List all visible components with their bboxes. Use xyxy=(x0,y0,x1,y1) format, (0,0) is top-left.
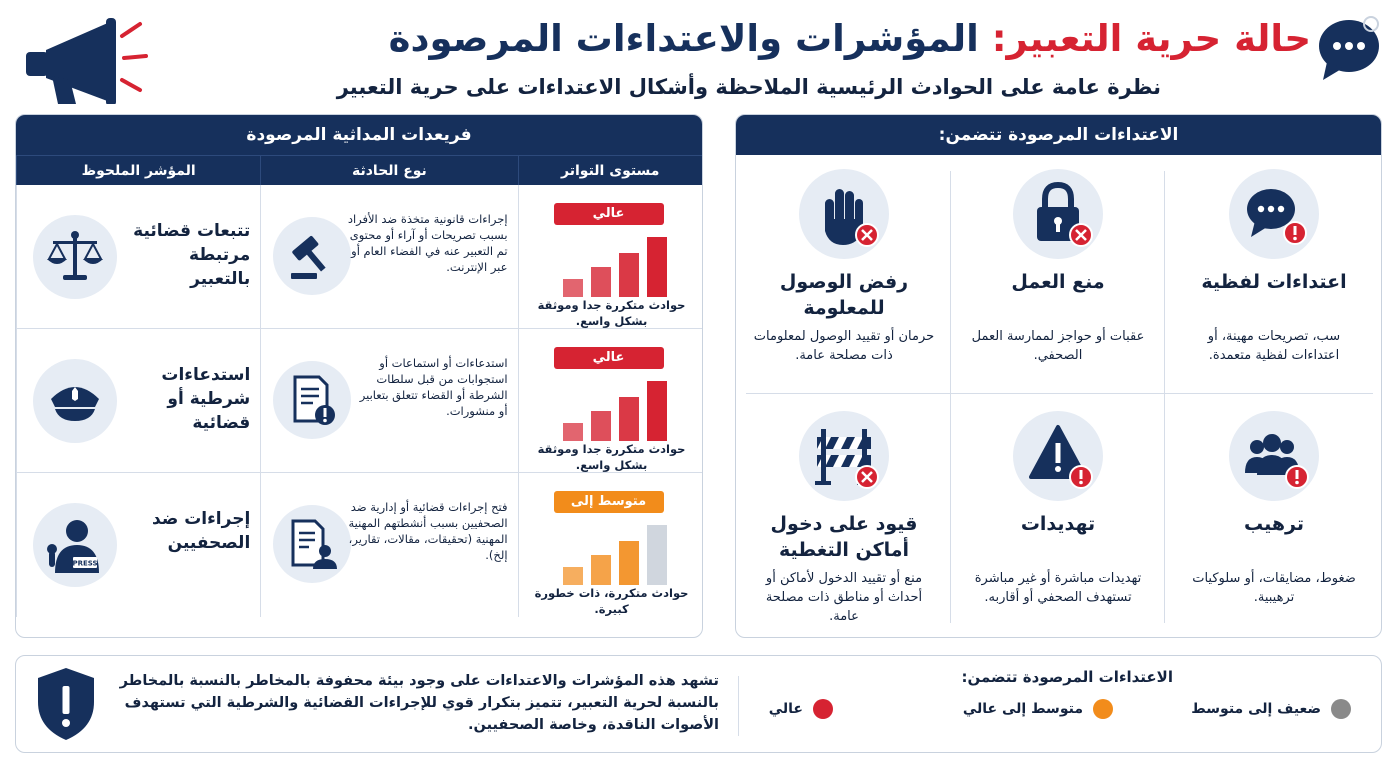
violation-title: رفض الوصول للمعلومة xyxy=(779,271,909,319)
frequency-bar xyxy=(647,237,667,297)
violation-description: منع أو تقييد الدخول لأماكن أو أحداث أو مناطق ذات مصلحة عامة. xyxy=(765,571,923,624)
observed-violations-panel xyxy=(735,114,1382,638)
frequency-bar xyxy=(619,397,639,441)
legend-item-high xyxy=(769,694,833,724)
indicator-label: إجراءات ضد الصحفيين xyxy=(152,509,251,553)
table-row xyxy=(16,185,702,329)
frequency-bar xyxy=(619,253,639,297)
stop-hand-icon xyxy=(799,169,889,259)
legend-dot xyxy=(1331,699,1351,719)
column-header-frequency: مستوى التواتر xyxy=(518,156,702,185)
violation-description: ضغوط، مضايقات، أو سلوكيات ترهيبية. xyxy=(1192,571,1356,605)
table-row xyxy=(16,329,702,473)
frequency-description: حوادث متكررة جدا وموثقة بشكل واسع. xyxy=(537,298,686,328)
page-title xyxy=(311,14,1311,64)
violation-description: سب، تصريحات مهينة، أو اعتداءات لفظية متعمدة. xyxy=(1207,329,1341,363)
scales-icon xyxy=(45,227,105,287)
journalist-icon xyxy=(45,515,105,575)
legend-dot xyxy=(813,699,833,719)
frequency-bar xyxy=(647,381,667,441)
legend-title: الاعتداءات المرصودة تتضمن: xyxy=(961,668,1173,686)
incident-type-cell xyxy=(260,473,517,617)
frequency-bars xyxy=(561,523,671,585)
frequency-description: حوادث متكررة، ذات خطورة كبيرة. xyxy=(534,586,689,616)
violation-title: ترهيب xyxy=(1244,513,1304,535)
incident-type-cell xyxy=(260,185,517,328)
violation-title: منع العمل xyxy=(1011,271,1105,293)
legend-label: متوسط إلى عالي xyxy=(962,701,1083,717)
violation-title: تهديدات xyxy=(1020,513,1096,535)
observed-incidents-panel xyxy=(15,114,703,638)
frequency-cell xyxy=(518,473,702,617)
document-alert-icon xyxy=(285,373,339,427)
column-header-indicator: المؤشر الملحوظ xyxy=(16,156,260,185)
frequency-bar xyxy=(563,423,583,441)
incident-type-text: إجراءات قانونية متخذة ضد الأفراد بسبب تصريحات أو آراء أو محتوى تم التعبير عنه في الفضاء العام أو عبر الإنترنت. xyxy=(347,212,508,274)
summary-text: تشهد هذه المؤشرات والاعتداءات على وجود بيئة محفوفة بالمخاطر بالنسبة بالمخاطر بالنسبة لحرية التعبير، تتميز بتكرار قوي للإجراءات القضائية والشرطية التي تستهدف الأصوات الناقدة، وخاصة الصحفيين. xyxy=(119,673,719,733)
svg-text:PRESS: PRESS xyxy=(72,559,98,568)
violation-card-work-ban xyxy=(958,155,1158,385)
chat-bubble-icon xyxy=(1313,14,1383,84)
incident-type-text: فتح إجراءات قضائية أو إدارية ضد الصحفيين بسبب أنشطتهم المهنية المهنية (تحقيقات، مقالات، تقارير، إلخ). xyxy=(348,500,508,562)
indicator-label: استدعاءات شرطية أو قضائية xyxy=(161,365,251,433)
violation-card-threats xyxy=(958,397,1158,627)
megaphone-icon xyxy=(18,14,148,104)
warning-icon xyxy=(1013,411,1103,501)
violation-description: حرمان أو تقييد الوصول لمعلومات ذات مصلحة عامة. xyxy=(753,329,935,363)
violations-grid xyxy=(736,155,1382,638)
legend-item-medium xyxy=(963,694,1113,724)
shield-alert-icon xyxy=(36,666,96,742)
frequency-bar xyxy=(647,525,667,585)
indicator-label: تتبعات قضائية مرتبطة بالتعبير xyxy=(133,221,251,289)
table-row xyxy=(16,473,702,617)
violation-card-info-access xyxy=(744,155,944,385)
gavel-icon xyxy=(285,229,339,283)
frequency-badge: عالي xyxy=(554,347,664,369)
frequency-bars xyxy=(561,235,671,297)
frequency-bar xyxy=(563,279,583,297)
police-cap-icon xyxy=(45,371,105,431)
title-main: المؤشرات والاعتداءات المرصودة xyxy=(388,17,979,60)
frequency-bar xyxy=(619,541,639,585)
frequency-cell xyxy=(518,329,702,472)
page-subtitle: نظرة عامة على الحوادث الرئيسية الملاحظة وأشكال الاعتداءات على حرية التعبير xyxy=(336,75,1161,99)
violation-card-verbal xyxy=(1174,155,1374,385)
frequency-description: حوادث متكررة جدا وموثقة بشكل واسع. xyxy=(537,442,686,472)
frequency-bar xyxy=(563,567,583,585)
column-header-type: نوع الحادثة xyxy=(260,156,517,185)
frequency-cell xyxy=(518,185,702,328)
violation-title: اعتداءات لفظية xyxy=(1201,271,1347,293)
violation-card-intimidation xyxy=(1174,397,1374,627)
barrier-icon xyxy=(799,411,889,501)
padlock-icon xyxy=(1013,169,1103,259)
legend-label: ضعيف إلى متوسط xyxy=(1191,701,1321,717)
violation-card-access-restriction xyxy=(744,397,944,627)
indicator-cell xyxy=(16,185,260,328)
document-person-icon xyxy=(285,517,339,571)
frequency-badge: متوسط إلى عالي xyxy=(554,491,664,513)
violation-title: قيود على دخول أماكن التغطية xyxy=(770,513,918,561)
indicator-cell xyxy=(16,473,260,617)
frequency-badge: عالي xyxy=(554,203,664,225)
violation-description: عقبات أو حواجز لممارسة العمل الصحفي. xyxy=(971,329,1145,363)
indicator-cell xyxy=(16,329,260,472)
title-highlight: حالة حرية التعبير: xyxy=(991,17,1311,60)
frequency-bar xyxy=(591,555,611,585)
incident-type-cell xyxy=(260,329,517,472)
legend-item-low xyxy=(1191,694,1351,724)
violations-panel-title: الاعتداءات المرصودة تتضمن: xyxy=(736,115,1381,155)
legend-dot xyxy=(1093,699,1113,719)
frequency-bar xyxy=(591,411,611,441)
table-header xyxy=(16,155,702,185)
group-alert-icon xyxy=(1229,411,1319,501)
incidents-panel-title: فريعدات المداثية المرصودة xyxy=(16,115,702,155)
frequency-bars xyxy=(561,379,671,441)
speech-alert-icon xyxy=(1229,169,1319,259)
violation-description: تهديدات مباشرة أو غير مباشرة تستهدف الصحفي أو أقاربه. xyxy=(974,571,1142,605)
legend-label: عالي xyxy=(768,701,803,717)
summary-divider xyxy=(738,676,739,736)
frequency-bar xyxy=(591,267,611,297)
incident-type-text: استدعاءات أو استماعات أو استجوابات من قبل سلطات الشرطة أو القضاء تتعلق بتعابير أو منشورات. xyxy=(359,356,508,418)
summary-box xyxy=(15,655,1382,753)
